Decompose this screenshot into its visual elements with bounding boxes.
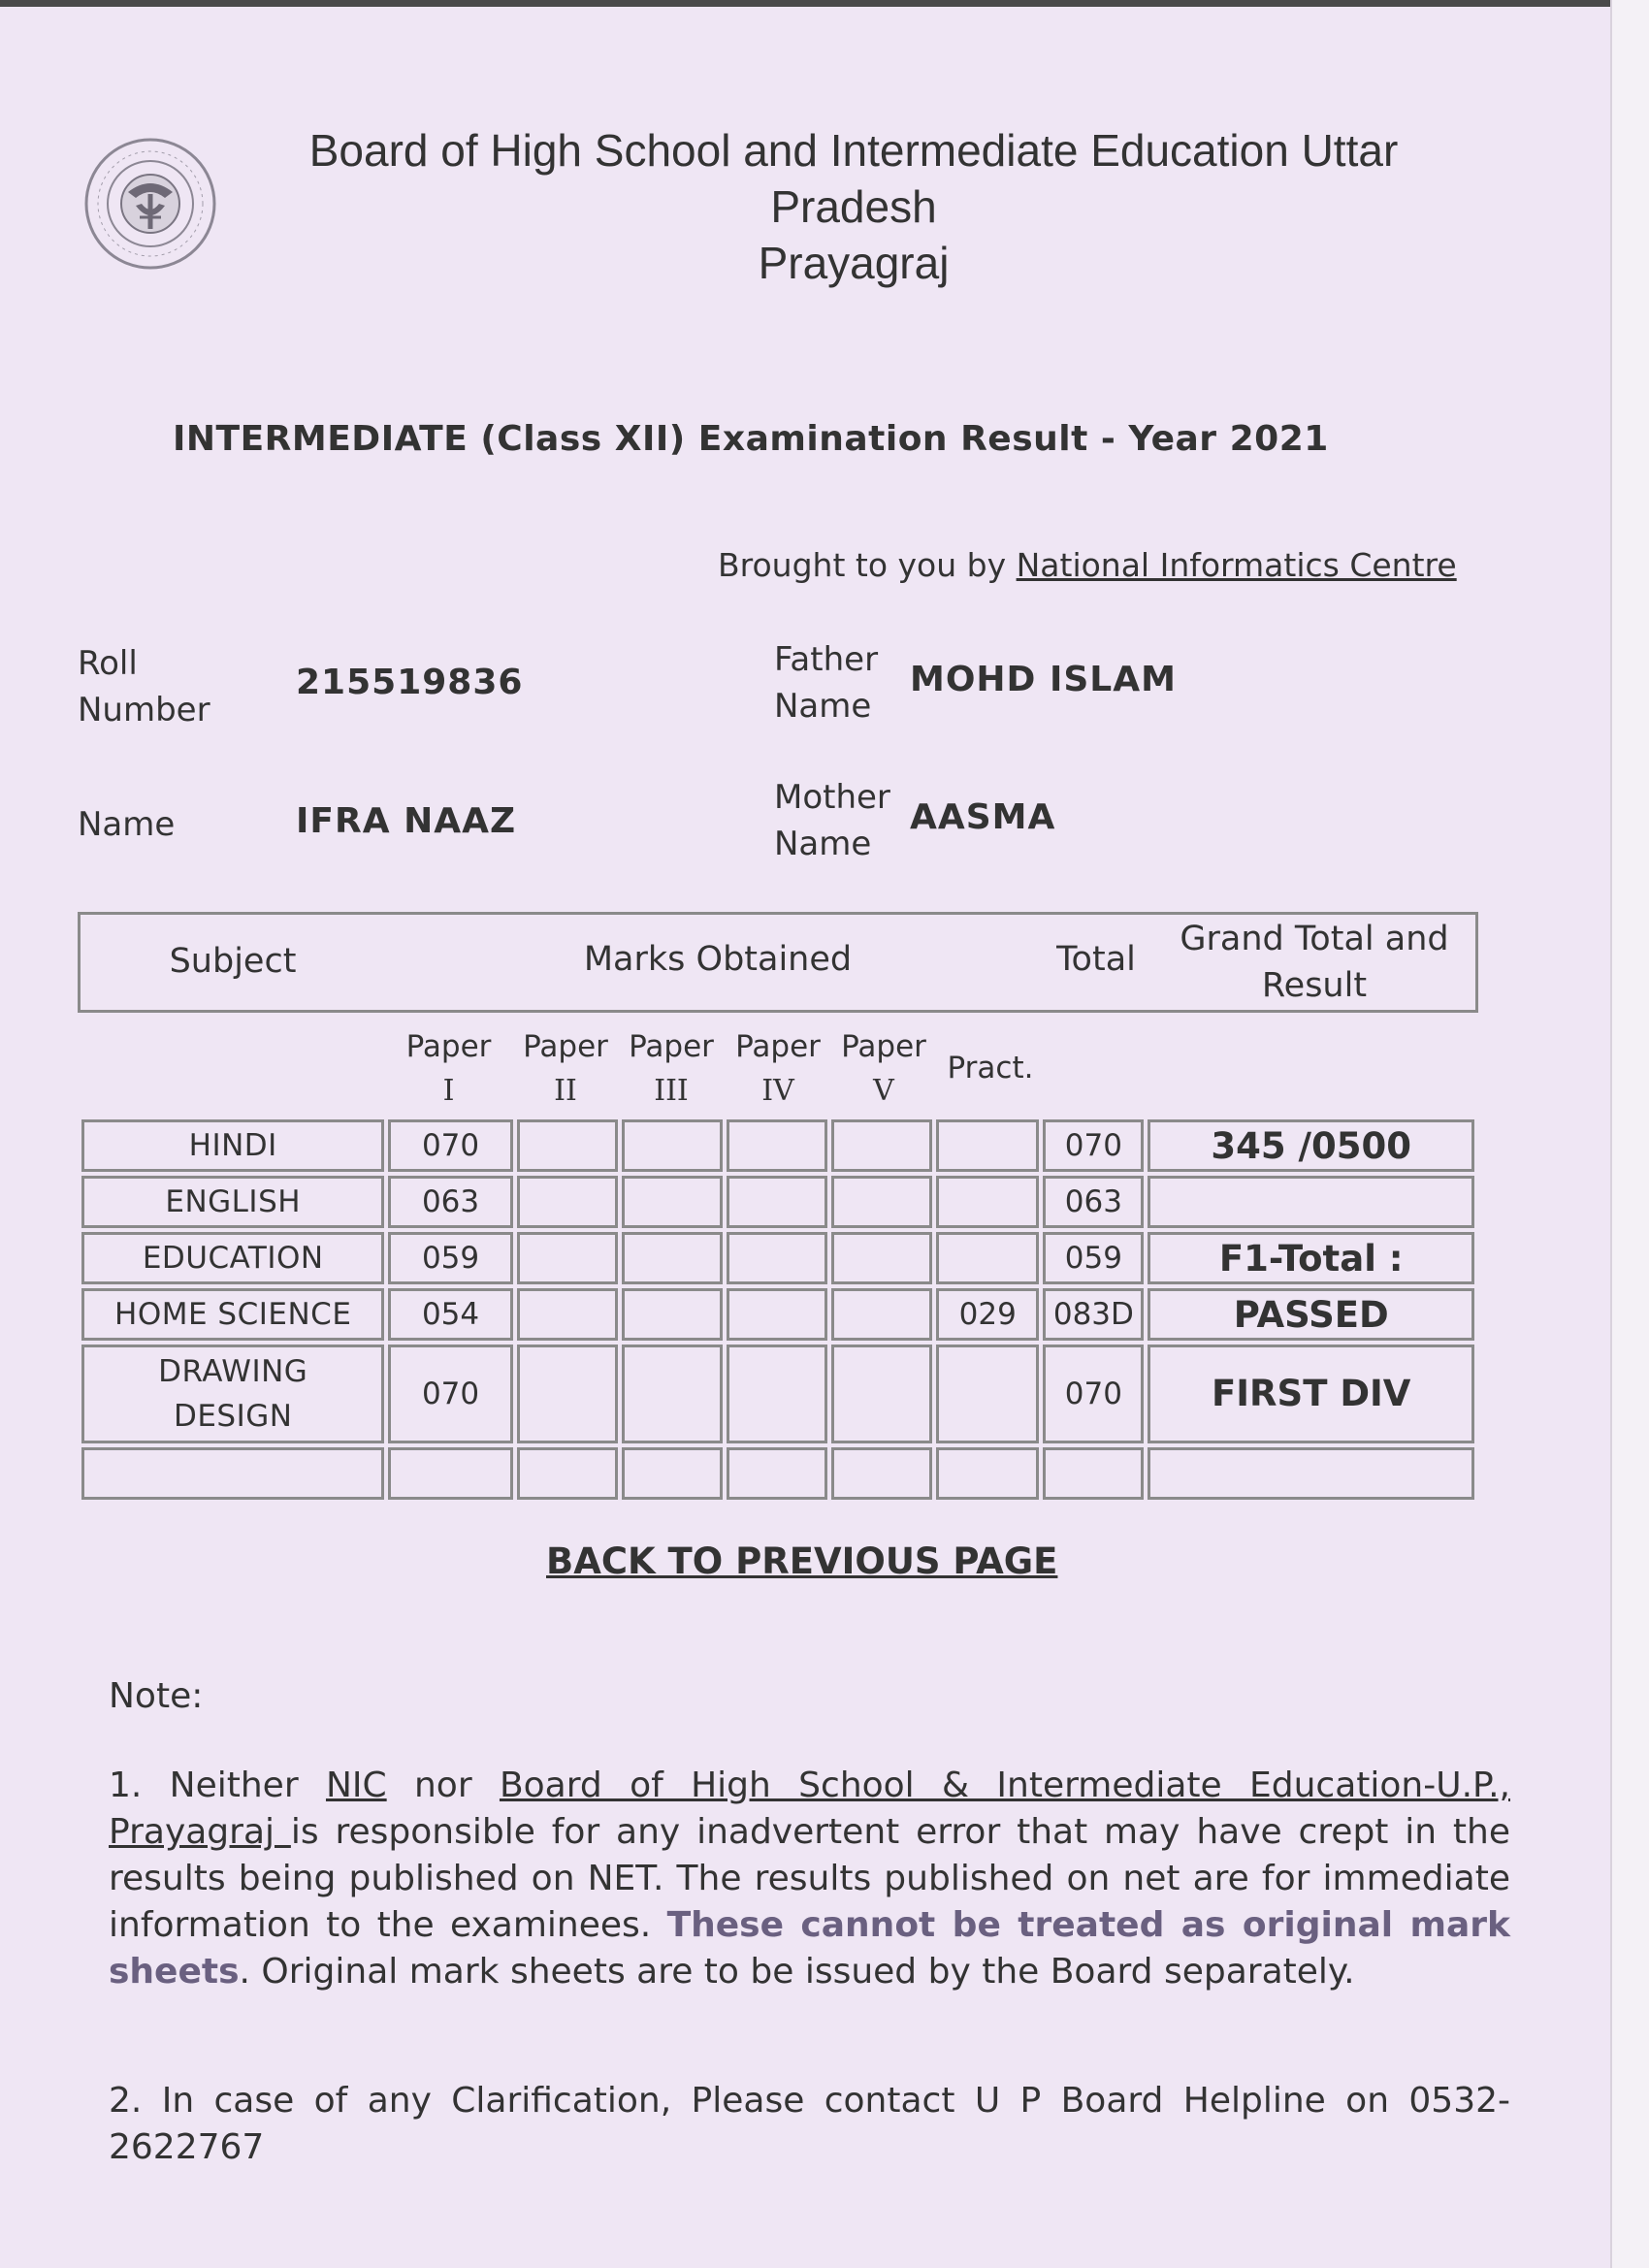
division-cell: FIRST DIV bbox=[1148, 1345, 1474, 1443]
paper5-cell bbox=[831, 1119, 932, 1172]
subject-line2: DESIGN bbox=[173, 1399, 293, 1434]
subheader-paper-word: Paper bbox=[629, 1029, 714, 1064]
practical-cell bbox=[936, 1176, 1039, 1228]
note1-text: 1. Neither bbox=[109, 1766, 326, 1805]
empty-cell bbox=[1043, 1447, 1144, 1500]
table-row bbox=[81, 1119, 1474, 1172]
mother-name-value: AASMA bbox=[910, 797, 1056, 837]
subheader-paper-1 bbox=[393, 1024, 504, 1114]
exam-title: INTERMEDIATE (Class XII) Examination Result - Year 2021 bbox=[173, 419, 1329, 459]
board-title-line3: Prayagraj bbox=[758, 238, 950, 288]
empty-cell bbox=[517, 1447, 618, 1500]
paper1-cell: 070 bbox=[388, 1119, 512, 1172]
empty-cell bbox=[81, 1447, 384, 1500]
roll-label-line1: Roll bbox=[78, 644, 138, 683]
empty-cell bbox=[727, 1447, 827, 1500]
paper3-cell bbox=[622, 1119, 723, 1172]
empty-cell bbox=[936, 1447, 1039, 1500]
header-grand-total-line2: Result bbox=[1261, 966, 1368, 1005]
result-cell bbox=[1148, 1176, 1474, 1228]
table-row bbox=[81, 1288, 1474, 1341]
note1-emphasis: These cannot be treated as original mark sheets bbox=[109, 1905, 1510, 1992]
note1-text: nor bbox=[386, 1766, 500, 1805]
scan-right-edge bbox=[1610, 0, 1649, 2268]
father-name-value: MOHD ISLAM bbox=[910, 660, 1177, 699]
subject-cell: HOME SCIENCE bbox=[81, 1288, 384, 1341]
roll-number-value: 215519836 bbox=[296, 663, 524, 702]
note-item-1 bbox=[109, 1763, 1510, 1995]
practical-cell bbox=[936, 1345, 1039, 1443]
empty-cell bbox=[622, 1447, 723, 1500]
header-marks-obtained: Marks Obtained bbox=[583, 940, 853, 979]
table-row bbox=[81, 1176, 1474, 1228]
marks-table bbox=[78, 1116, 1478, 1504]
total-cell: 059 bbox=[1043, 1232, 1144, 1284]
empty-cell bbox=[1148, 1447, 1474, 1500]
paper3-cell bbox=[622, 1232, 723, 1284]
paper3-cell bbox=[622, 1176, 723, 1228]
father-label-line1: Father bbox=[774, 640, 879, 679]
paper3-cell bbox=[622, 1288, 723, 1341]
paper4-cell bbox=[727, 1345, 827, 1443]
nic-link[interactable]: National Informatics Centre bbox=[1016, 546, 1457, 584]
subheader-paper-word: Paper bbox=[735, 1029, 821, 1064]
subheader-roman: IV bbox=[761, 1074, 794, 1108]
subheader-paper-2 bbox=[512, 1024, 619, 1114]
total-cell: 083D bbox=[1043, 1288, 1144, 1341]
paper5-cell bbox=[831, 1345, 932, 1443]
total-cell: 070 bbox=[1043, 1345, 1144, 1443]
paper2-cell bbox=[517, 1176, 618, 1228]
subheader-paper-word: Paper bbox=[523, 1029, 608, 1064]
subheader-paper-word: Paper bbox=[405, 1029, 492, 1064]
grand-total-cell: 345 /0500 bbox=[1148, 1119, 1474, 1172]
paper1-cell: 059 bbox=[388, 1232, 512, 1284]
board-title-line1: Board of High School and Intermediate Education Uttar bbox=[308, 125, 1399, 176]
result-cell: F1-Total : bbox=[1148, 1232, 1474, 1284]
nic-link-text[interactable]: NIC bbox=[325, 1766, 387, 1805]
paper3-cell bbox=[622, 1345, 723, 1443]
header-grand-total-result bbox=[1154, 916, 1474, 1009]
subheader-paper-word: Paper bbox=[841, 1029, 926, 1064]
back-to-previous-page-link[interactable]: BACK TO PREVIOUS PAGE bbox=[546, 1540, 1058, 1582]
subheader-roman: V bbox=[873, 1074, 894, 1108]
scan-top-edge bbox=[0, 0, 1615, 7]
subject-cell bbox=[81, 1345, 384, 1443]
table-row bbox=[81, 1345, 1474, 1443]
paper2-cell bbox=[517, 1345, 618, 1443]
father-label-line2: Name bbox=[774, 687, 872, 726]
table-row-empty bbox=[81, 1447, 1474, 1500]
practical-cell: 029 bbox=[936, 1288, 1039, 1341]
mother-label-line2: Name bbox=[774, 825, 872, 863]
note1-text: is responsible for any inadvertent error that may have crept in the results being published on NET. The results published on net are for immediate information to the examinees. bbox=[109, 1812, 1511, 1945]
note-item-2: 2. In case of any Clarification, Please contact U P Board Helpline on 0532-2622767 bbox=[109, 2081, 1510, 2167]
paper4-cell bbox=[727, 1232, 827, 1284]
roll-number-label bbox=[78, 640, 210, 733]
subject-cell: HINDI bbox=[81, 1119, 384, 1172]
paper1-cell: 063 bbox=[388, 1176, 512, 1228]
name-label: Name bbox=[78, 805, 176, 844]
brought-by bbox=[718, 546, 1457, 584]
paper4-cell bbox=[727, 1176, 827, 1228]
up-government-seal-icon bbox=[78, 136, 223, 272]
roll-label-line2: Number bbox=[78, 691, 210, 729]
paper1-cell: 070 bbox=[388, 1345, 512, 1443]
subheader-paper-3 bbox=[618, 1024, 725, 1114]
subject-cell: EDUCATION bbox=[81, 1232, 384, 1284]
header-grand-total-line1: Grand Total and bbox=[1180, 920, 1449, 958]
subheader-roman: I bbox=[442, 1074, 455, 1108]
subheader-practical: Pract. bbox=[947, 1051, 1034, 1085]
brought-by-prefix: Brought to you by bbox=[718, 546, 1017, 584]
paper1-cell: 054 bbox=[388, 1288, 512, 1341]
paper2-cell bbox=[517, 1232, 618, 1284]
board-title-line2: Pradesh bbox=[770, 181, 937, 232]
empty-cell bbox=[831, 1447, 932, 1500]
father-name-label bbox=[774, 636, 878, 729]
paper2-cell bbox=[517, 1288, 618, 1341]
empty-cell bbox=[388, 1447, 512, 1500]
subject-cell: ENGLISH bbox=[81, 1176, 384, 1228]
mother-name-label bbox=[774, 774, 890, 867]
table-row bbox=[81, 1232, 1474, 1284]
subheader-roman: III bbox=[654, 1074, 689, 1108]
paper5-cell bbox=[831, 1232, 932, 1284]
board-title bbox=[247, 122, 1460, 291]
paper5-cell bbox=[831, 1288, 932, 1341]
header-total: Total bbox=[1056, 940, 1136, 979]
result-status-cell: PASSED bbox=[1148, 1288, 1474, 1341]
subheader-paper-4 bbox=[725, 1024, 831, 1114]
board-link-text[interactable]: Board of High School & Intermediate Education-U.P., Prayagraj bbox=[109, 1766, 1510, 1852]
total-cell: 070 bbox=[1043, 1119, 1144, 1172]
note-label: Note: bbox=[109, 1676, 204, 1716]
header-subject: Subject bbox=[169, 942, 297, 981]
practical-cell bbox=[936, 1232, 1039, 1284]
subheader-paper-5 bbox=[830, 1024, 937, 1114]
paper4-cell bbox=[727, 1288, 827, 1341]
name-value: IFRA NAAZ bbox=[296, 801, 517, 841]
paper4-cell bbox=[727, 1119, 827, 1172]
mother-label-line1: Mother bbox=[774, 778, 890, 817]
subheader-roman: II bbox=[554, 1074, 577, 1108]
paper2-cell bbox=[517, 1119, 618, 1172]
total-cell: 063 bbox=[1043, 1176, 1144, 1228]
subject-line1: DRAWING bbox=[158, 1354, 308, 1389]
paper5-cell bbox=[831, 1176, 932, 1228]
note1-text: . Original mark sheets are to be issued by the Board separately. bbox=[239, 1952, 1355, 1992]
practical-cell bbox=[936, 1119, 1039, 1172]
